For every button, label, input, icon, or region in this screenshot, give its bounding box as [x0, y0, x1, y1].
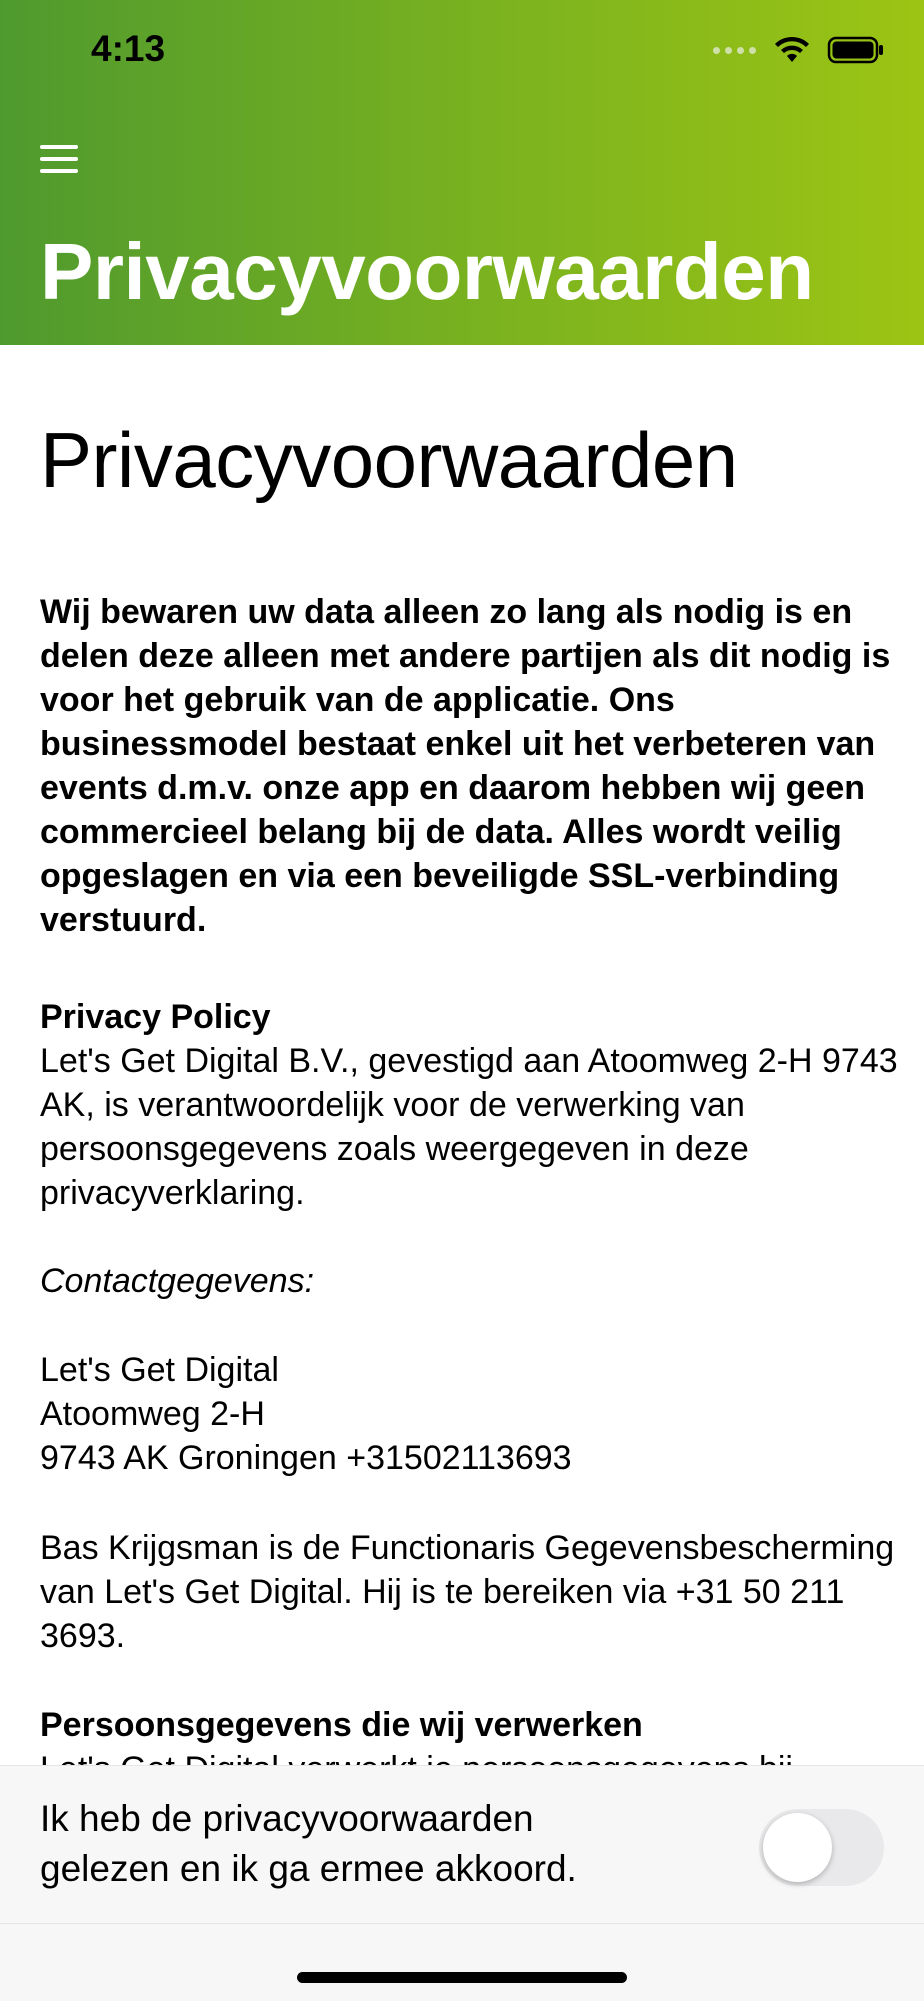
signal-dots-icon: [713, 47, 756, 54]
officer-paragraph: Bas Krijgsman is de Functionaris Gegevensbescherming van Let's Get Digital. Hij is te bereiken via +31 50 211 3693.: [40, 1529, 895, 1655]
consent-toggle[interactable]: [759, 1809, 884, 1886]
home-indicator: [297, 1972, 627, 1983]
battery-icon: [828, 36, 884, 64]
consent-footer: [0, 1765, 924, 2001]
page-title: Privacyvoorwaarden: [40, 416, 738, 504]
footer-divider: [0, 1923, 924, 1924]
contact-line: Atoomweg 2-H: [40, 1395, 265, 1433]
intro-paragraph: Wij bewaren uw data alleen zo lang als nodig is en delen deze alleen met andere partijen als dit nodig is voor het gebruik van de applicatie. Ons businessmodel bestaat enkel uit het verbeteren van events d.m.v. onze app en daarom hebben wij geen commercieel belang bij de data. Alles wordt veilig opgeslagen en via een beveiligde SSL-verbinding verstuurd.: [40, 593, 891, 939]
data-heading: Persoonsgegevens die wij verwerken: [40, 1706, 643, 1744]
wifi-icon: [774, 36, 810, 64]
consent-label: Ik heb de privacyvoorwaarden gelezen en ik ga ermee akkoord.: [40, 1798, 577, 1889]
contact-line: Let's Get Digital: [40, 1351, 279, 1389]
status-icons: [713, 30, 884, 70]
app-header: [0, 0, 924, 345]
contact-heading: Contactgegevens:: [40, 1262, 315, 1300]
contact-line: 9743 AK Groningen +31502113693: [40, 1439, 572, 1477]
header-title: Privacyvoorwaarden: [40, 227, 814, 316]
toggle-knob: [763, 1813, 832, 1882]
hamburger-menu-icon[interactable]: [40, 145, 84, 181]
policy-paragraph: Let's Get Digital B.V., gevestigd aan Atoomweg 2-H 9743 AK, is verantwoordelijk voor de verwerking van persoonsgegevens zoals weergegeven in deze privacyverklaring.: [40, 1042, 898, 1212]
privacy-content[interactable]: [40, 345, 900, 1765]
status-time: 4:13: [91, 28, 166, 69]
policy-heading: Privacy Policy: [40, 998, 271, 1036]
